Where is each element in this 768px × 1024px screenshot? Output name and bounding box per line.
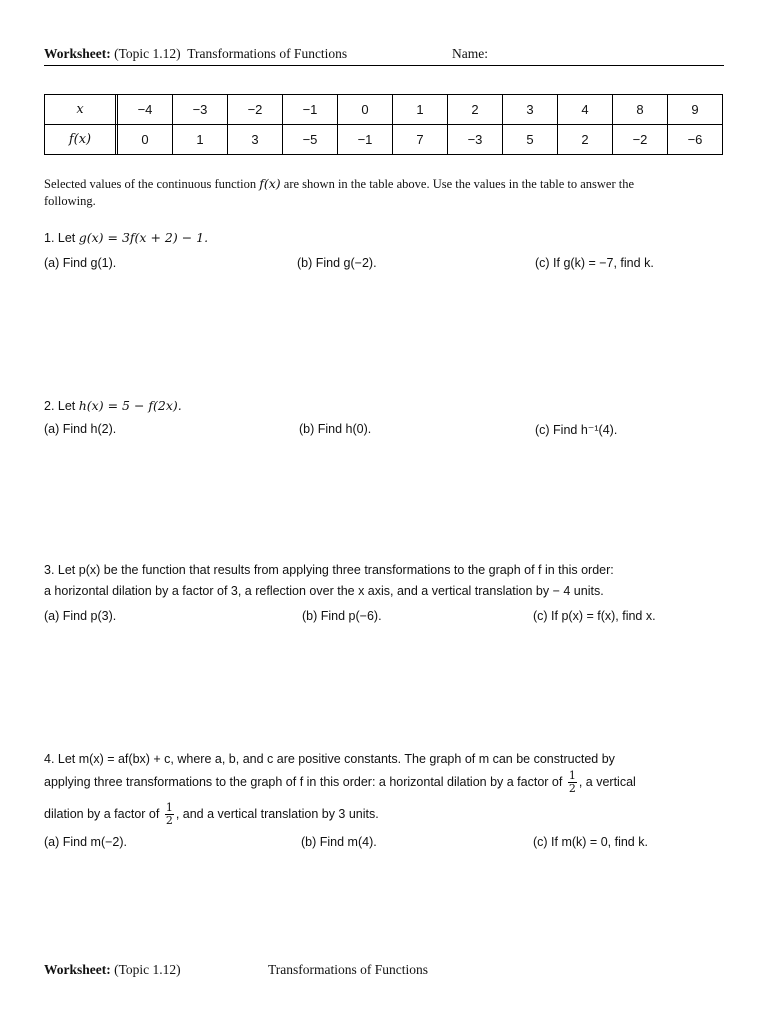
fx-cell: 1: [173, 125, 228, 155]
table-row-fx: [45, 125, 723, 155]
x-cell: 2: [448, 95, 503, 125]
x-cell: 8: [613, 95, 668, 125]
intro-math: f(x): [259, 176, 281, 191]
fraction-one-half: $\frac{1}{2}$: [568, 769, 576, 795]
fx-cell: −3: [448, 125, 503, 155]
x-cell: −4: [118, 95, 173, 125]
intro-line-1: Selected values of the continuous function f(x) are shown in the table above. Use the values in the table to answer the: [44, 176, 635, 191]
q1-part-b: (b) Find g(−2).: [297, 256, 377, 270]
header-title: Transformations of Functions: [187, 46, 348, 61]
values-table: [44, 94, 723, 155]
q3-part-c: (c) If p(x) = f(x), find x.: [533, 609, 656, 623]
q4-part-b: (b) Find m(4).: [301, 835, 377, 849]
q4-part-c: (c) If m(k) = 0, find k.: [533, 835, 648, 849]
fx-cell: −1: [338, 125, 393, 155]
fraction-one-half: $\frac{1}{2}$: [165, 801, 173, 827]
fx-cell: 2: [558, 125, 613, 155]
x-cell: 4: [558, 95, 613, 125]
fx-cell: 3: [228, 125, 283, 155]
x-cell: 3: [503, 95, 558, 125]
q4-line-2: applying three transformations to the graph of f in this order: a horizontal dilation by a factor of $\frac{1}{2}$ , a vertical: [44, 769, 636, 795]
q4-line-3: dilation by a factor of $\frac{1}{2}$ , and a vertical translation by 3 units.: [44, 801, 379, 827]
x-cell: 9: [668, 95, 723, 125]
fx-cell: −2: [613, 125, 668, 155]
footer-topic: (Topic 1.12): [114, 962, 181, 977]
header-topic: (Topic 1.12): [114, 46, 181, 61]
q4-part-a: (a) Find m(−2).: [44, 835, 128, 849]
q1-part-a: (a) Find g(1).: [44, 256, 117, 270]
q2-part-c: (c) Find h⁻¹(4).: [535, 423, 618, 437]
x-cell: 1: [393, 95, 448, 125]
fx-cell: 0: [118, 125, 173, 155]
fx-cell: −6: [668, 125, 723, 155]
q2-part-b: (b) Find h(0).: [299, 422, 372, 436]
q4-line-1: 4. Let m(x) = af(bx) + c, where a, b, and c are positive constants. The graph of m can be constructed by: [44, 752, 615, 766]
q1-stem: 1. Let g(x) = 3f(x + 2) − 1.: [44, 230, 209, 245]
x-cell: −1: [283, 95, 338, 125]
x-cell: −3: [173, 95, 228, 125]
footer-label: Worksheet:: [44, 962, 111, 977]
q2-part-a: (a) Find h(2).: [44, 422, 117, 436]
name-label: Name:: [452, 46, 488, 61]
fx-header-cell: f(x): [45, 125, 116, 155]
x-header-cell: x: [45, 95, 116, 125]
fx-cell: −5: [283, 125, 338, 155]
q1-part-c: (c) If g(k) = −7, find k.: [535, 256, 654, 270]
x-cell: 0: [338, 95, 393, 125]
q2-stem: 2. Let h(x) = 5 − f(2x).: [44, 398, 182, 413]
worksheet-footer: [44, 962, 181, 978]
footer-title: Transformations of Functions: [268, 962, 429, 977]
table-row-x: [45, 95, 723, 125]
worksheet-header: [44, 46, 347, 62]
q3-line-1: 3. Let p(x) be the function that results from applying three transformations to the graph of f in this order:: [44, 563, 614, 577]
intro-line-2: following.: [44, 194, 96, 208]
header-label: Worksheet:: [44, 46, 111, 61]
q3-part-a: (a) Find p(3).: [44, 609, 117, 623]
q3-line-2: a horizontal dilation by a factor of 3, a reflection over the x axis, and a vertical translation by − 4 units.: [44, 584, 604, 598]
fx-cell: 7: [393, 125, 448, 155]
fx-cell: 5: [503, 125, 558, 155]
x-cell: −2: [228, 95, 283, 125]
q3-part-b: (b) Find p(−6).: [302, 609, 382, 623]
header-rule: [44, 65, 724, 66]
